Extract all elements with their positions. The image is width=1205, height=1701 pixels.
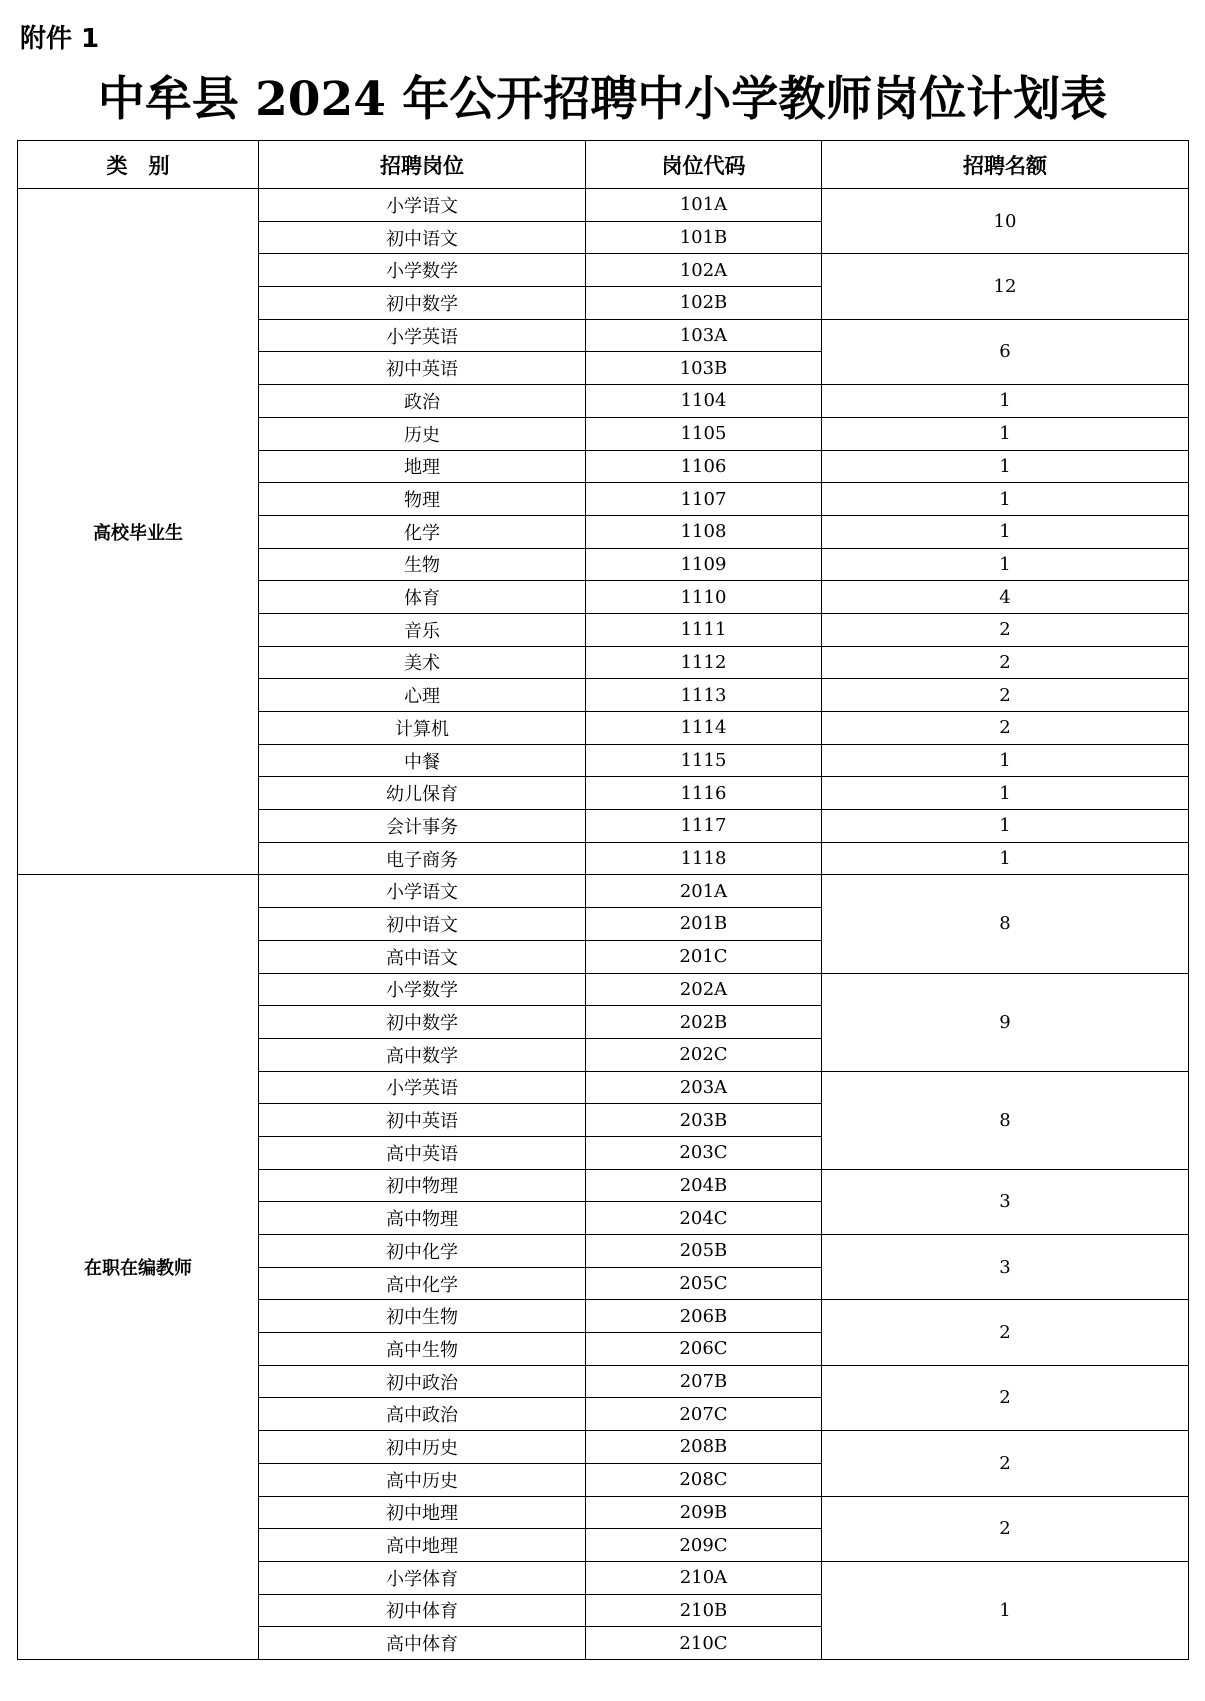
code-cell: 102A (586, 254, 822, 287)
quota-cell: 2 (822, 1431, 1189, 1496)
quota-cell: 2 (822, 613, 1189, 646)
position-cell: 初中英语 (259, 352, 586, 385)
position-cell: 初中语文 (259, 221, 586, 254)
position-cell: 高中地理 (259, 1529, 586, 1562)
position-cell: 幼儿保育 (259, 777, 586, 810)
code-cell: 205B (586, 1235, 822, 1268)
position-cell: 小学体育 (259, 1561, 586, 1594)
code-cell: 210C (586, 1627, 822, 1660)
position-cell: 小学语文 (259, 189, 586, 222)
position-cell: 小学英语 (259, 319, 586, 352)
code-cell: 1112 (586, 646, 822, 679)
quota-cell: 1 (822, 777, 1189, 810)
quota-cell: 2 (822, 1300, 1189, 1365)
quota-cell: 10 (822, 189, 1189, 254)
quota-cell: 2 (822, 679, 1189, 712)
code-cell: 206C (586, 1333, 822, 1366)
code-cell: 1104 (586, 385, 822, 418)
quota-cell: 1 (822, 515, 1189, 548)
header-category: 类 别 (18, 141, 259, 189)
position-cell: 初中体育 (259, 1594, 586, 1627)
code-cell: 1108 (586, 515, 822, 548)
code-cell: 1116 (586, 777, 822, 810)
position-cell: 小学英语 (259, 1071, 586, 1104)
position-cell: 初中地理 (259, 1496, 586, 1529)
category-cell: 在职在编教师 (18, 875, 259, 1660)
quota-cell: 2 (822, 712, 1189, 745)
header-position: 招聘岗位 (259, 141, 586, 189)
code-cell: 203C (586, 1136, 822, 1169)
quota-cell: 8 (822, 875, 1189, 973)
position-cell: 初中语文 (259, 908, 586, 941)
position-cell: 化学 (259, 515, 586, 548)
code-cell: 1113 (586, 679, 822, 712)
position-cell: 初中数学 (259, 1006, 586, 1039)
code-cell: 1114 (586, 712, 822, 745)
position-cell: 中餐 (259, 744, 586, 777)
code-cell: 208C (586, 1463, 822, 1496)
code-cell: 210A (586, 1561, 822, 1594)
code-cell: 1111 (586, 613, 822, 646)
position-cell: 会计事务 (259, 810, 586, 843)
position-cell: 高中体育 (259, 1627, 586, 1660)
code-cell: 207B (586, 1365, 822, 1398)
position-cell: 小学语文 (259, 875, 586, 908)
position-cell: 计算机 (259, 712, 586, 745)
code-cell: 210B (586, 1594, 822, 1627)
code-cell: 1115 (586, 744, 822, 777)
position-cell: 高中英语 (259, 1136, 586, 1169)
position-cell: 初中物理 (259, 1169, 586, 1202)
position-cell: 初中英语 (259, 1104, 586, 1137)
code-cell: 202B (586, 1006, 822, 1039)
code-cell: 209C (586, 1529, 822, 1562)
quota-cell: 3 (822, 1169, 1189, 1234)
position-cell: 音乐 (259, 613, 586, 646)
position-cell: 心理 (259, 679, 586, 712)
table-row (18, 875, 1189, 908)
code-cell: 1105 (586, 417, 822, 450)
page-title: 中牟县 2024 年公开招聘中小学教师岗位计划表 (97, 72, 1108, 127)
table-row (18, 189, 1189, 222)
position-cell: 物理 (259, 483, 586, 516)
position-cell: 高中语文 (259, 940, 586, 973)
position-cell: 政治 (259, 385, 586, 418)
position-cell: 初中历史 (259, 1431, 586, 1464)
code-cell: 102B (586, 287, 822, 320)
code-cell: 208B (586, 1431, 822, 1464)
quota-cell: 4 (822, 581, 1189, 614)
code-cell: 205C (586, 1267, 822, 1300)
quota-cell: 3 (822, 1235, 1189, 1300)
code-cell: 203A (586, 1071, 822, 1104)
position-cell: 高中政治 (259, 1398, 586, 1431)
position-cell: 初中化学 (259, 1235, 586, 1268)
code-cell: 201B (586, 908, 822, 941)
quota-cell: 1 (822, 842, 1189, 875)
header-code: 岗位代码 (586, 141, 822, 189)
position-cell: 电子商务 (259, 842, 586, 875)
code-cell: 1107 (586, 483, 822, 516)
code-cell: 202A (586, 973, 822, 1006)
recruitment-plan-table (17, 140, 1189, 1660)
position-cell: 小学数学 (259, 254, 586, 287)
code-cell: 1117 (586, 810, 822, 843)
code-cell: 203B (586, 1104, 822, 1137)
position-cell: 生物 (259, 548, 586, 581)
code-cell: 206B (586, 1300, 822, 1333)
header-quota: 招聘名额 (822, 141, 1189, 189)
quota-cell: 2 (822, 1365, 1189, 1430)
code-cell: 204C (586, 1202, 822, 1235)
position-cell: 地理 (259, 450, 586, 483)
quota-cell: 1 (822, 548, 1189, 581)
quota-cell: 1 (822, 744, 1189, 777)
position-cell: 美术 (259, 646, 586, 679)
position-cell: 高中物理 (259, 1202, 586, 1235)
code-cell: 101B (586, 221, 822, 254)
quota-cell: 12 (822, 254, 1189, 319)
code-cell: 201A (586, 875, 822, 908)
position-cell: 高中生物 (259, 1333, 586, 1366)
code-cell: 1109 (586, 548, 822, 581)
quota-cell: 2 (822, 1496, 1189, 1561)
quota-cell: 1 (822, 483, 1189, 516)
position-cell: 初中数学 (259, 287, 586, 320)
code-cell: 1118 (586, 842, 822, 875)
position-cell: 高中化学 (259, 1267, 586, 1300)
position-cell: 初中政治 (259, 1365, 586, 1398)
position-cell: 历史 (259, 417, 586, 450)
attachment-label: 附件 1 (20, 24, 100, 54)
code-cell: 103B (586, 352, 822, 385)
code-cell: 209B (586, 1496, 822, 1529)
code-cell: 207C (586, 1398, 822, 1431)
position-cell: 体育 (259, 581, 586, 614)
quota-cell: 1 (822, 810, 1189, 843)
header-row (18, 141, 1189, 189)
code-cell: 204B (586, 1169, 822, 1202)
code-cell: 201C (586, 940, 822, 973)
position-cell: 初中生物 (259, 1300, 586, 1333)
code-cell: 1106 (586, 450, 822, 483)
quota-cell: 6 (822, 319, 1189, 384)
quota-cell: 2 (822, 646, 1189, 679)
quota-cell: 8 (822, 1071, 1189, 1169)
code-cell: 202C (586, 1038, 822, 1071)
code-cell: 1110 (586, 581, 822, 614)
quota-cell: 1 (822, 385, 1189, 418)
quota-cell: 9 (822, 973, 1189, 1071)
position-cell: 高中数学 (259, 1038, 586, 1071)
quota-cell: 1 (822, 1561, 1189, 1659)
code-cell: 103A (586, 319, 822, 352)
quota-cell: 1 (822, 450, 1189, 483)
position-cell: 高中历史 (259, 1463, 586, 1496)
category-cell: 高校毕业生 (18, 189, 259, 875)
position-cell: 小学数学 (259, 973, 586, 1006)
quota-cell: 1 (822, 417, 1189, 450)
code-cell: 101A (586, 189, 822, 222)
